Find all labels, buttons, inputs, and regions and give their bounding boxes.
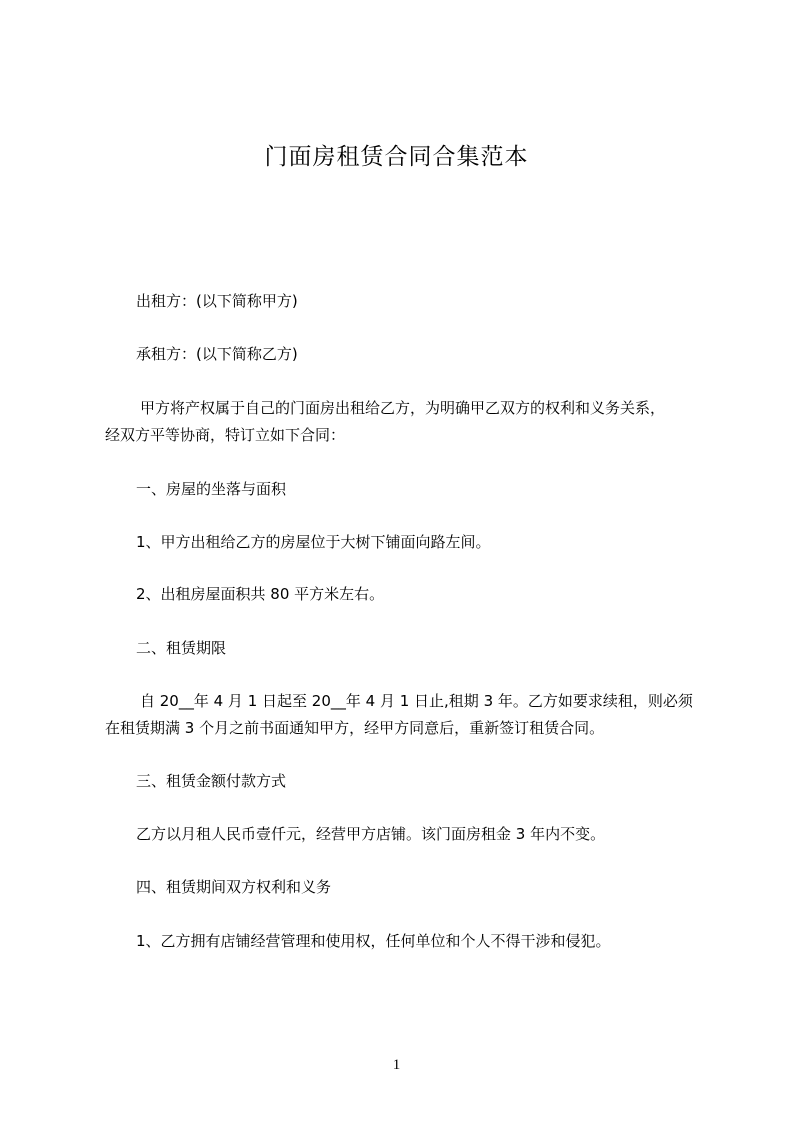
section-2-heading: 二、租赁期限 <box>136 639 227 657</box>
section-3-text: 乙方以月租人民币壹仟元，经营甲方店铺。该门面房租金 3 年内不变。 <box>136 825 606 843</box>
section-3-heading: 三、租赁金额付款方式 <box>136 772 287 790</box>
lessor-line: 出租方：(以下简称甲方) <box>136 292 298 310</box>
section-4-item-1: 1、乙方拥有店铺经营管理和使用权，任何单位和个人不得干涉和侵犯。 <box>136 932 611 950</box>
section-1-item-2: 2、出租房屋面积共 80 平方米左右。 <box>136 585 385 603</box>
section-4-heading: 四、租赁期间双方权利和义务 <box>136 878 332 896</box>
lessee-line: 承租方：(以下简称乙方) <box>136 345 298 363</box>
section-2-paragraph-line-1: 自 20__年 4 月 1 日起至 20__年 4 月 1 日止,租期 3 年。乙方如要求续租，则必须 <box>140 692 693 710</box>
document-title: 门面房租赁合同合集范本 <box>264 144 529 170</box>
page-number: 1 <box>392 1057 401 1073</box>
intro-paragraph-line-2: 经双方平等协商，特订立如下合同： <box>105 426 346 444</box>
section-2-paragraph-line-2: 在租赁期满 3 个月之前书面通知甲方，经甲方同意后，重新签订租赁合同。 <box>105 719 605 737</box>
section-1-item-1: 1、甲方出租给乙方的房屋位于大树下铺面向路左间。 <box>136 533 491 551</box>
section-1-heading: 一、房屋的坐落与面积 <box>136 480 287 498</box>
intro-paragraph-line-1: 甲方将产权属于自己的门面房出租给乙方，为明确甲乙双方的权利和义务关系， <box>140 399 666 417</box>
